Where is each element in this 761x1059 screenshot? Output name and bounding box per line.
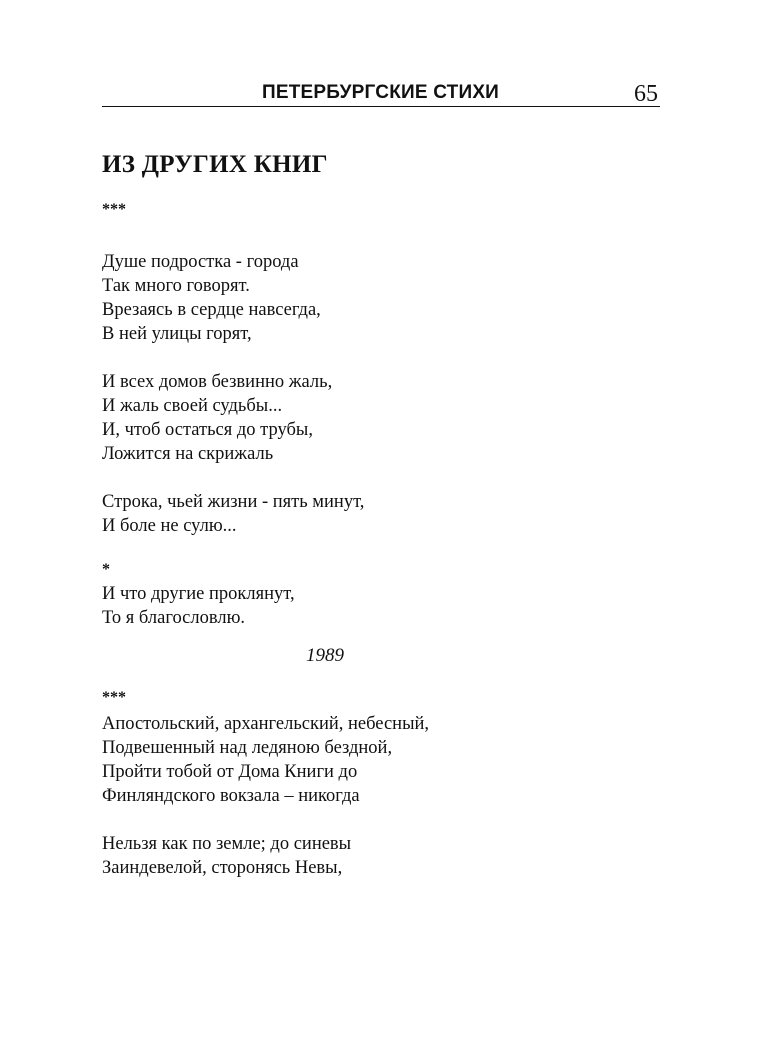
stanza	[102, 832, 662, 880]
poem-line: Строка, чьей жизни - пять минут,	[102, 492, 365, 512]
stanza	[102, 370, 662, 466]
poem-line: То я благословлю.	[102, 608, 246, 628]
poem-line: Нельзя как по земле; до синевы	[102, 834, 352, 854]
running-header	[102, 80, 660, 107]
poem-line: Врезаясь в сердце навсегда,	[102, 300, 321, 320]
poem-line: Так много говорят.	[102, 276, 250, 296]
poem-1	[102, 200, 662, 668]
poem-2	[102, 688, 662, 880]
poem-body	[102, 250, 662, 668]
poem-line: Заиндевелой, сторонясь Невы,	[102, 858, 343, 878]
poem-line: Душе подростка - города	[102, 252, 299, 272]
poem-separator-stars: ***	[102, 689, 126, 706]
page-number: 65	[634, 81, 658, 107]
stanza	[102, 582, 662, 630]
running-title: ПЕТЕРБУРГСКИЕ СТИХИ	[262, 82, 500, 103]
section-title: ИЗ ДРУГИХ КНИГ	[102, 151, 328, 178]
poem-line: И, чтоб остаться до трубы,	[102, 420, 313, 440]
poem-line: Финляндского вокзала – никогда	[102, 786, 360, 806]
stanza	[102, 712, 662, 808]
poem-line: Подвешенный над ледяною бездной,	[102, 738, 393, 758]
poem-line: И что другие проклянут,	[102, 584, 295, 604]
poem-line: Апостольский, архангельский, небесный,	[102, 714, 430, 734]
stanza	[102, 250, 662, 346]
poem-separator-stars: ***	[102, 201, 126, 218]
poem-line: И всех домов безвинно жаль,	[102, 372, 333, 392]
poem-line: В ней улицы горят,	[102, 324, 252, 344]
stanza	[102, 490, 662, 538]
page-content	[102, 148, 662, 904]
stanza-separator-star: *	[102, 561, 110, 578]
poem-line: Пройти тобой от Дома Книги до	[102, 762, 358, 782]
poem-line: И боле не сулю...	[102, 516, 237, 536]
poem-line: И жаль своей судьбы...	[102, 396, 283, 416]
poem-line: Ложится на скрижаль	[102, 444, 274, 464]
poem-date: 1989	[306, 645, 344, 666]
